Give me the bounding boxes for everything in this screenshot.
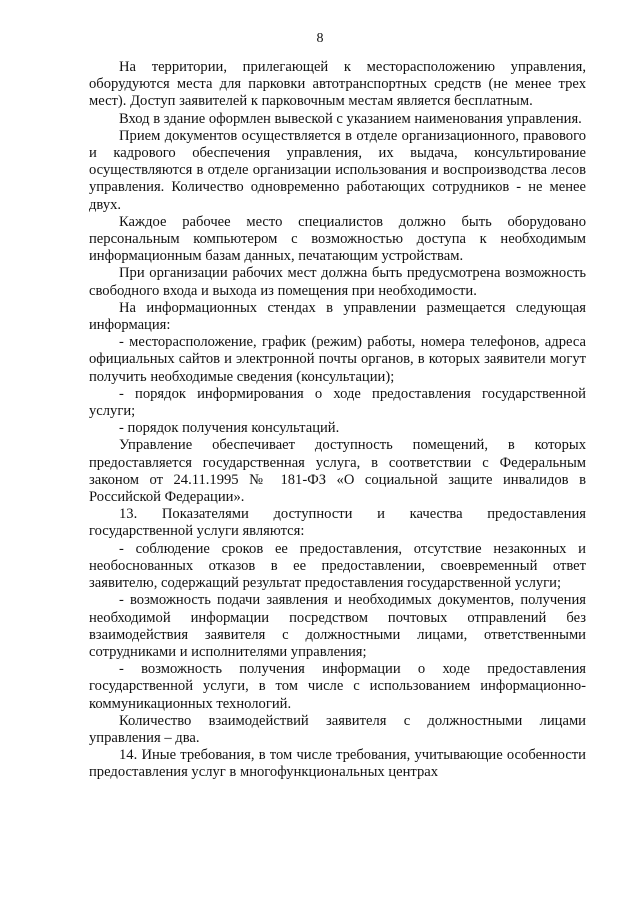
section-14-heading: 14. Иные требования, в том числе требования, учитывающие особенности предоставления услуг в многофункциональных центрах bbox=[89, 747, 586, 781]
list-item-informing-procedure: - порядок информирования о ходе предоставления государственной услуги; bbox=[89, 385, 586, 420]
paragraph-information-stands: На информационных стендах в управлении размещается следующая информация: bbox=[89, 299, 586, 334]
paragraph-parking: На территории, прилегающей к месторасположению управления, оборудуются места для парковки автотранспортных средств (не менее трех мест). Доступ заявителей к парковочным местам является бесплатным. bbox=[89, 59, 586, 110]
paragraph-accessibility-law: Управление обеспечивает доступность помещений, в которых предоставляется государственная услуга, в соответствии с Федеральным законом от 24.11.1995 № 181-ФЗ «О социальной защите инвалидов в Российской Федерации». bbox=[89, 437, 586, 506]
paragraph-document-reception: Прием документов осуществляется в отделе организационного, правового и кадрового обеспечения управления, их выдача, консультирование осуществляются в отделе организации использования и воспроизводства лесов управления. Количество одновременно работающих сотрудников - не менее двух. bbox=[89, 127, 586, 213]
paragraph-workplace-access: При организации рабочих мест должна быть предусмотрена возможность свободного входа и выхода из помещения при необходимости. bbox=[89, 265, 586, 299]
list-item-progress-information: - возможность получения информации о ходе предоставления государственной услуги, в том числе с использованием информационно-коммуникационных технологий. bbox=[89, 661, 586, 712]
section-13-heading: 13. Показателями доступности и качества предоставления государственной услуги являются: bbox=[89, 506, 586, 540]
list-item-postal-submission: - возможность подачи заявления и необходимых документов, получения необходимой информации посредством почтовых отправлений без взаимодействия заявителя с должностными лицами, ответственными сотрудниками и исполнителями управления; bbox=[89, 592, 586, 660]
document-body bbox=[89, 59, 586, 782]
page-number: 8 bbox=[316, 31, 324, 46]
paragraph-entrance: Вход в здание оформлен вывеской с указанием наименования управления. bbox=[119, 110, 582, 127]
list-item-location-schedule: - месторасположение, график (режим) работы, номера телефонов, адреса официальных сайтов и электронной почты органов, в которых заявители могут получить необходимые сведения (консультации); bbox=[89, 334, 586, 385]
paragraph-interaction-count: Количество взаимодействий заявителя с должностными лицами управления – два. bbox=[89, 712, 586, 746]
paragraph-workplace-equipment: Каждое рабочее место специалистов должно быть оборудовано персональным компьютером с возможностью доступа к необходимым информационным базам данных, печатающим устройствам. bbox=[89, 213, 586, 265]
list-item-consultation-procedure: - порядок получения консультаций. bbox=[119, 420, 340, 437]
list-item-deadlines: - соблюдение сроков ее предоставления, отсутствие незаконных и необоснованных отказов в ее предоставлении, своевременный ответ заявителю, содержащий результат предоставления государственной услуги; bbox=[89, 540, 586, 592]
